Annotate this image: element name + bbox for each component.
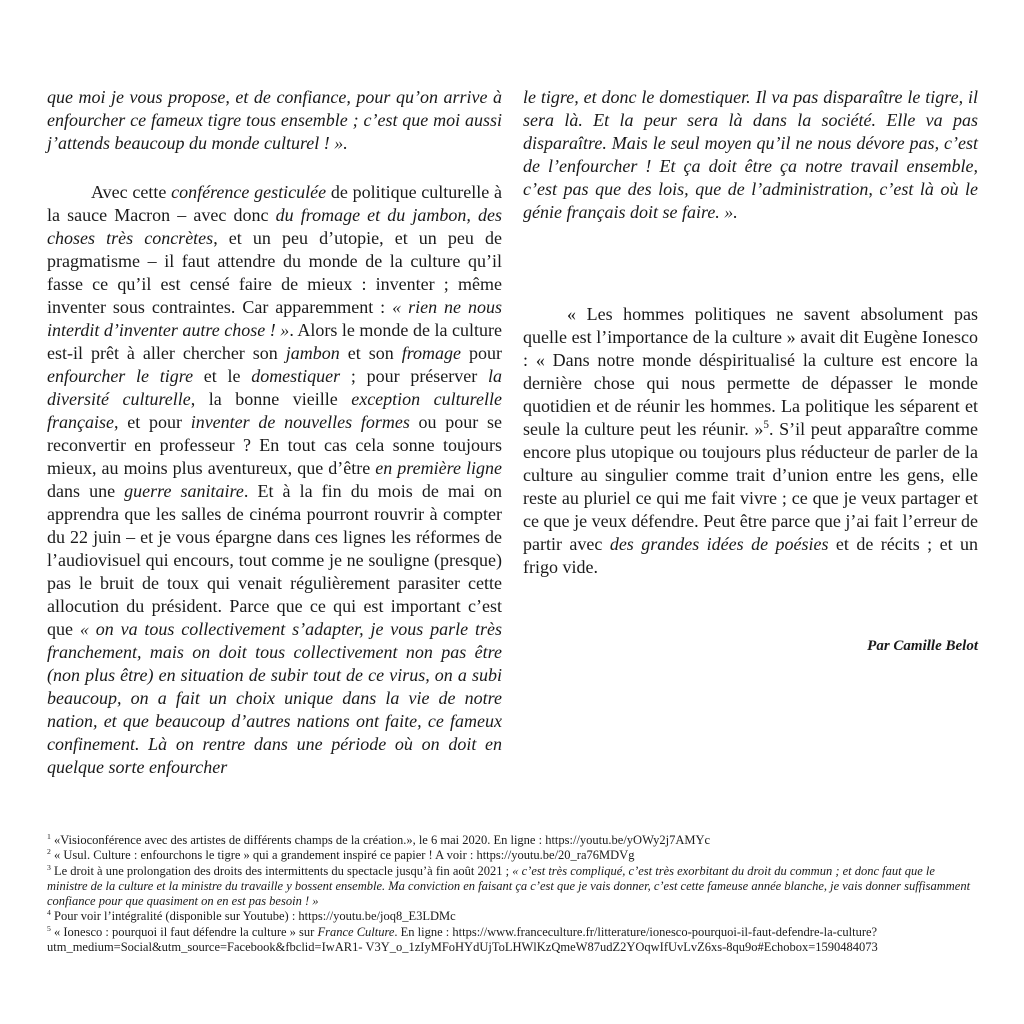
left-body-paragraph: Avec cette conférence gesticulée de politique culturelle à la sauce Macron – avec donc du fromage et du jambon, des choses très concrètes, et un peu d’utopie, et un peu de pragmatisme – il faut attendre du monde de la culture qu’il fasse ce qu’il est censé faire de mieux : inventer ; même inventer sous contraintes. Car apparemment : « rien ne nous interdit d’inventer autre chose ! ». Alors le monde de la culture est-il prêt à aller chercher son jambon et son fromage pour enfourcher le tigre et le domestiquer ; pour préserver la diversité culturelle, la bonne vieille exception culturelle française, et pour inventer de nouvelles formes ou pour se reconvertir en professeur ? En tout cas cela sonne toujours mieux, au moins plus aventureux, que d’être en première ligne dans une guerre sanitaire. Et à la fin du mois de mai on apprendra que les salles de cinéma pourront rouvrir à compter du 22 juin – et je vous épargne dans ces lignes les réformes de l’audiovisuel qui encours, tout comme je ne souligne (presque) pas le bruit de toux qui venait régulièrement parasiter cette allocution du président. Parce que ce qui est important c’est que « on va tous collectivement s’adapter, je vous parle très franchement, mais on doit tous collectivement non pas être (non plus être) en situation de subir tout de ce virus, on a subi beaucoup, on a fait un choix unique dans la vie de notre nation, et que beaucoup d’autres nations ont faite, ce fameux confinement. Là on rentre dans une période où on doit en quelque sorte enfourcher <box>47 182 503 777</box>
footnote-3: $^3$ Le droit à une prolongation des droits des intermittents du spectacle jusqu’à fin août 2021 ; « c’est très compliqué, c’est très exorbitant du droit du commun ; et donc faut que le ministre de la culture et la ministre du travaille y bossent ensemble. Ma conviction en faisant ça c’est que je vais donner, c’est cette fameuse année blanche, je vais donner suffisamment confiance pour que quasiment on en est pas besoin ! » <box>47 862 971 909</box>
footnote-2: $^2$ « Usul. Culture : enfourchons le tigre » qui a grandement inspiré ce papier ! A voir : https://youtu.be/20_ra76MDVg <box>47 847 635 863</box>
right-column <box>523 86 978 779</box>
right-quote-continuation-paragraph: le tigre, et donc le domestiquer. Il va pas disparaître le tigre, il sera là. Et la peur sera là dans la société. Elle va pas disparaître. Mais le seul moyen qu’il ne nous dévore pas, c’est de l’enfourcher ! Et ça doit être ça notre travail ensemble, c’est pas que des lois, que de l’administration, c’est là où le génie français doit se faire. ». <box>523 87 978 222</box>
footnote-1: $^1$ «Visioconférence avec des artistes de différents champs de la création.», le 6 mai 2020. En ligne : https://youtu.be/yOWy2j7AMYc <box>47 831 711 847</box>
left-column <box>47 86 502 779</box>
left-opening-quote-paragraph: que moi je vous propose, et de confiance, pour qu’on arrive à enfourcher ce fameux tigre tous ensemble ; c’est que moi aussi j’attends beaucoup du monde culturel ! ». <box>47 87 502 153</box>
footnote-4: $^4$ Pour voir l’intégralité (disponible sur Youtube) : https://youtu.be/joq8_E3LDMc <box>47 908 456 924</box>
footnote-5: $^5$ « Ionesco : pourquoi il faut défendre la culture » sur France Culture. En ligne : https://www.franceculture.fr/litterature/ionesco-pourquoi-il-faut-defendre-la-culture?utm_medium=Social&utm_source=Facebook&fbclid=IwAR1- V3Y_o_1zIyMFoHYdUjToLHWlKzQmeW87udZ2YOqwIfUvLvZ6xs-8qu9o#Echobox=1590484073 <box>47 923 878 955</box>
footnotes-section <box>47 833 978 955</box>
right-body-paragraph: « Les hommes politiques ne savent absolument pas quelle est l’importance de la culture » avait dit Eugène Ionesco : « Dans notre monde déspiritualisé la culture est encore la dernière chose qui nous permette de dépasser le monde quotidien et de réunir les hommes. La politique les séparent et seule la culture peut les réunir. »$^5$. S’il peut apparaître comme encore plus utopique ou toujours plus réducteur de parler de la culture au singulier comme trait d’union entre les gens, elle reste au pluriel ce qui me fait vivre ; ce que je veux partager et ce que je veux défendre. Peut être parce que j’ai fait l’erreur de partir avec des grandes idées de poésies et de récits ; et un frigo vide. <box>523 304 978 577</box>
author-byline: Par Camille Belot <box>867 638 978 654</box>
